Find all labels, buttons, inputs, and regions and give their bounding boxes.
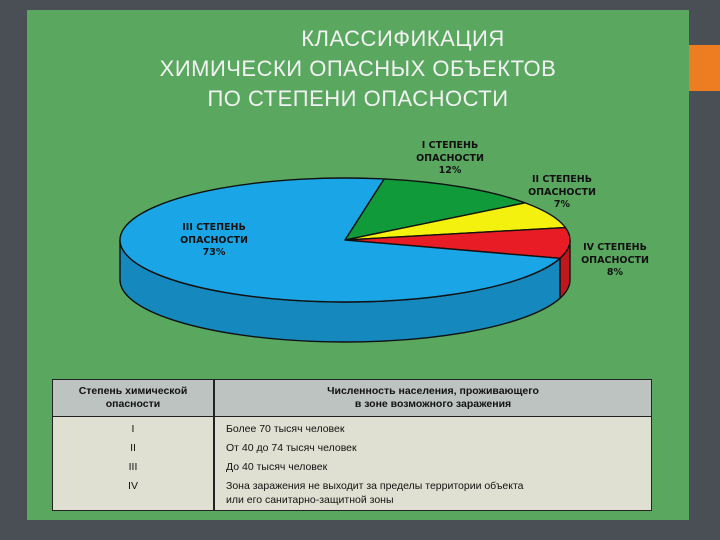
slide <box>27 10 689 520</box>
row-degree: III <box>128 461 138 473</box>
header-population: Численность населения, проживающего в зоне возможного заражения <box>327 385 539 410</box>
row-population: Зона заражения не выходит за пределы территории объекта или его санитарно-защитной зоны <box>226 480 524 506</box>
slice-label-iii: III СТЕПЕНЬ ОПАСНОСТИ 73% <box>180 222 248 258</box>
row-degree: IV <box>128 480 138 492</box>
slice-label-i: I СТЕПЕНЬ ОПАСНОСТИ 12% <box>416 140 484 176</box>
row-degree: I <box>131 423 135 435</box>
title-line-2: ХИМИЧЕСКИ ОПАСНЫХ ОБЪЕКТОВ <box>159 56 557 81</box>
row-degree: II <box>130 442 136 454</box>
title-line-1: КЛАССИФИКАЦИЯ <box>301 26 505 51</box>
header-degree: Степень химической опасности <box>78 385 188 410</box>
row-population: Более 70 тысяч человек <box>226 423 345 435</box>
row-population: До 40 тысяч человек <box>226 461 328 473</box>
slice-label-ii: II СТЕПЕНЬ ОПАСНОСТИ 7% <box>528 174 596 210</box>
title-line-3: ПО СТЕПЕНИ ОПАСНОСТИ <box>207 86 509 111</box>
accent-bar <box>689 45 720 91</box>
hazard-table <box>52 379 652 511</box>
slice-label-iv: IV СТЕПЕНЬ ОПАСНОСТИ 8% <box>581 242 649 278</box>
row-population: От 40 до 74 тысяч человек <box>226 442 357 454</box>
